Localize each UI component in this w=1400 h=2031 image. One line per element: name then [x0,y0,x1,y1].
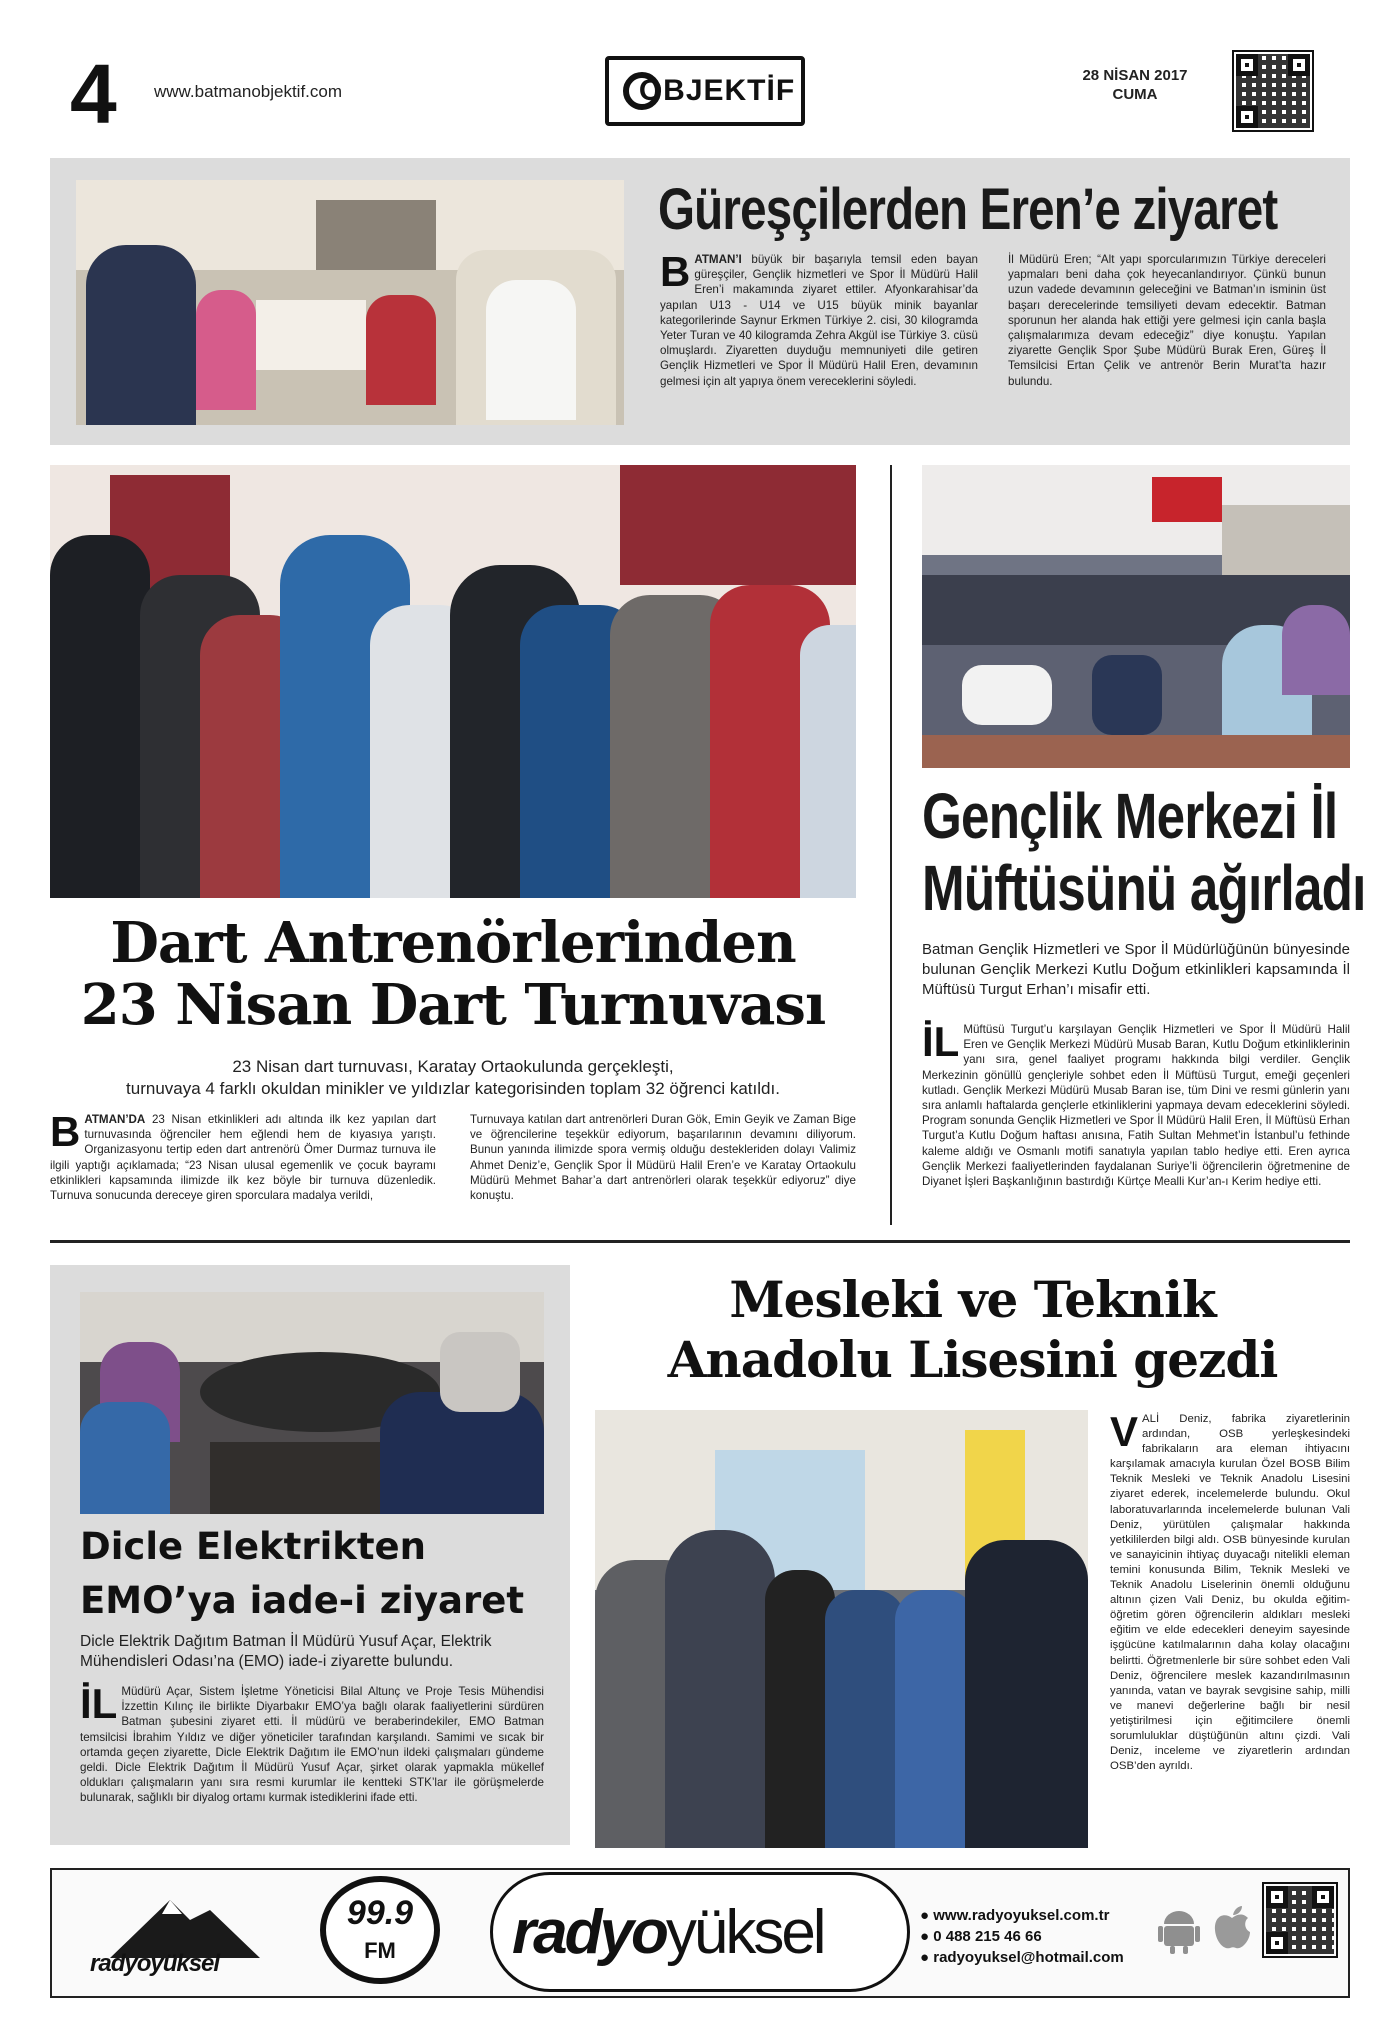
section-divider [50,1240,1350,1243]
qr-corner [1312,1886,1334,1908]
lead-caps: ATMAN’DA [84,1113,146,1126]
headline-line: EMO’ya iade-i ziyaret [80,1579,525,1622]
website-url[interactable]: www.batmanobjektif.com [154,82,343,101]
date-line: 28 NİSAN 2017 [1082,67,1188,84]
deck-line: 23 Nisan dart turnuvası, Karatay Ortaokulunda gerçekleşti, [232,1057,674,1076]
qr-corner [1236,106,1258,128]
qr-corner [1236,54,1258,76]
dropcap: İL [922,1018,960,1065]
headline-line: Anadolu Lisesini gezdi [667,1330,1278,1389]
email-address[interactable]: radyoyuksel@hotmail.com [933,1949,1124,1966]
radio-tower-icon [70,1880,270,1960]
deck-line: turnuvaya 4 farklı okuldan minikler ve yıldızlar kategorisinden toplam 32 öğrenci katıldı. [126,1079,780,1098]
headline-line: Dart Antrenörlerinden [110,910,796,976]
headline-line: Mesleki ve Teknik [729,1270,1216,1329]
headline-wrestlers: Güreşçilerden Eren’e ziyaret [658,177,1278,242]
lead-caps: ATMAN’I [694,253,742,266]
qr-code-icon[interactable] [1262,1882,1338,1958]
qr-corner [1288,54,1310,76]
photo-wrestlers-visit [76,180,624,425]
deck-youth-center: Batman Gençlik Hizmetleri ve Spor İl Müdürlüğünün bünyesinde bulunan Gençlik Merkezi Kutlu Doğum etkinlikleri kapsamında İl Müftüsü Turgut Erhan’ı misafir etti. [922,941,1350,998]
article1-column1 [660,248,978,389]
headline-youth-center [922,780,1366,924]
issue-date [1060,66,1210,104]
article-text: Müftüsü Turgut’u karşılayan Gençlik Hizmetleri ve Spor İl Müdürü Halil Eren ve Gençlik Merkezi Müdürü Musab Baran, Kutlu Doğum etkinliklerinin yanı sıra, genel faaliyet programı hakkında bilgi verdiler. Gençlik Merkezinin gönüllü gençleriyle sohbet eden İl Müftüsü Turgut, emeği geçenleri kutladı. Gençlik Merkezi Müdürü Musab Baran ise, tüm Dini ve resmi günlerin yanı sıra anlamlı haftalarda gençlerle etkinliklerini yapmaya devam edeceklerini söyledi. Program sonunda Gençlik Hizmetleri ve Spor İl Müdürü Halil Eren, İl Müftüsü Erhan Turgut’a Kutlu Doğum haftası anısına, Fatih Sultan Mehmet’in İstanbul’u fethinde kaleme aldığı ve Osmanlı motifi sanatıyla yapılan tablo hediye etti. Eren ayrıca Gençlik Merkezi faaliyetlerinden faydalanan Suriye’li öğrencilerin öğretmenine de Diyanet İşleri Başkanlığının bastırdığı Kürtçe Mealli Kur’an-ı Kerim hediye etti. [922,1023,1350,1189]
apple-icon[interactable] [1212,1904,1252,1952]
photo-emo-meeting [80,1292,544,1514]
newspaper-logo [605,56,805,126]
deck-dart [50,1056,856,1100]
article1-column2: İl Müdürü Eren; “Alt yapı sporcularımızın Türkiye dereceleri yapmaları beni daha çok heyecanlandırıyor. Çünkü bunun uzun vadede devamının geleceğini ve Batman’ın isminin üst başarı derecelerinde temsiliyeti devam edecektir. Batman sporunun her alanda hak ettiği yere gelmesi için canla başla çalışmalarımıza devam edeceğiz” diye konuştu. Yapılan ziyarette Gençlik Spor Şube Müdürü Burak Eren, Güreş İl Temsilcisi Ertan Çelik ve antrenör Berin Murat’ta hazır bulundu. [1008,253,1326,388]
logo-ring-icon [623,72,661,110]
deck-dicle: Dicle Elektrik Dağıtım Batman İl Müdürü Yusuf Açar, Elektrik Mühendisleri Odası’na (EMO) iade-i ziyarette bulundu. [80,1633,492,1670]
article3-body [922,1018,1350,1189]
frequency-band: FM [364,1938,396,1963]
weekday-line: CUMA [1112,86,1158,103]
photo-dart-team [50,465,856,898]
contact-email[interactable]: ● radyoyuksel@hotmail.com [920,1949,1124,1966]
headline-dart [50,912,856,1036]
article2-column1 [50,1108,436,1203]
article-text: Müdürü Açar, Sistem İşletme Yöneticisi Bilal Altunç ve Proje Tesis Mühendisi İzzettin Kılınç ile birlikte Diyarbakır EMO’ya bağlı olarak faaliyetlerini sürdüren Batman şubesini ziyaret etti. İl müdürü ve beraberindekiler, EMO Batman temsilcisi İbrahim Yıldız ve diğer yöneticiler tarafından karşılandı. Samimi ve sıcak bir ortamda geçen ziyarette, Dicle Elektrik Dağıtım ile EMO’nun ildeki çalışmaları gündeme geldi. Dicle Elektrik Dağıtım İl Müdürü Yusuf Açar, şirket olarak yapmakla mükellef oldukları çalışmaların yanı sıra resmi kurumlar ile kentteki STK’lar ile görüşmelerde bulunarak, sağlıklı bir diyalog ortamı kurmak istediklerini ifade etti. [80,1685,544,1805]
dropcap: V [1110,1408,1139,1455]
page-number: 4 [70,47,117,141]
article-text: ALİ Deniz, fabrika ziyaretlerinin ardından, OSB yerleşkesindeki fabrikaların ara eleman ihtiyacını karşılamak amacıyla kurulan Özel BOSB Bilim Teknik Mesleki ve Teknik Anadolu Lisesini ziyaret ederek, incelemelerde bulundu. Okul laboratuvarlarında incelemelerde bulunan Vali Deniz, yürütülen çalışmalar hakkında yetkililerden bilgi aldı. OSB bünyesinde kurulan ve sanayicinin ihtiyaç duyacağı nitelikli eleman temini konusunda Bilim, Teknik Mesleki ve Teknik Anadolu Liselerinin önemli olduğunu altının çizen Vali Deniz, bu okulda eğitim-öğretim gören öğrencilerin aldıkları mesleki eğitim ve elde edecekleri deneyim sayesinde işgücüne katılmalarının daha kolay olacağını belirtti. Öğretmenlerle bir süre sohbet eden Vali Deniz, öğrencilere meslek kazandırılmasının yanında, vatan ve bayrak sevgisine sahip, milli ve manevi değerlerine bağlı bir nesil yetiştirilmesi için eğitimcilere önemli sorumluluklar düştüğünün altını çizdi. Vali Deniz, inceleme ve ziyaretlerin ardından OSB’den ayrıldı. [1110,1413,1350,1773]
headline-line: Dicle Elektrikten [80,1525,426,1568]
headline-line: Müftüsünü ağırladı [922,852,1366,924]
contact-info [920,1905,1124,1968]
contact-phone[interactable]: ● 0 488 215 46 66 [920,1928,1042,1945]
web-address[interactable]: www.radyoyuksel.com.tr [933,1907,1110,1924]
phone-number[interactable]: 0 488 215 46 66 [933,1928,1042,1945]
article5-body [1110,1408,1350,1774]
brand-light-part: yüksel [665,1898,824,1967]
dropcap: İL [80,1680,118,1727]
brand-large [512,1898,824,1968]
headline-line: 23 Nisan Dart Turnuvası [80,972,826,1038]
photo-youth-center-mufti [922,465,1350,768]
headline-line: Gençlik Merkezi İl [922,780,1338,852]
article2-column2: Turnuvaya katılan dart antrenörleri Duran Gök, Emin Geyik ve Zaman Bige ve öğrencilerine teşekkür ediyorum, başarılarının devamını diliyorum. Bunun yanında ilimizde spora vermiş olduğu destekleriden dolayı Valimiz Ahmet Deniz’e, Gençlik Spor İl Müdürü Halil Eren’e ve Karatay Ortaokulu Müdürü Mehmet Bahar’a dart antrenörleri olarak teşekkür ediyoruz” diye konuştu. [470,1113,856,1203]
brand-small: radyoyüksel [90,1950,220,1977]
headline-dicle [80,1520,524,1628]
dropcap: B [660,248,691,295]
frequency-number: 99.9 [346,1894,414,1932]
qr-code-icon[interactable] [1232,50,1314,132]
headline-vocational-school [595,1270,1350,1390]
qr-corner [1266,1886,1288,1908]
article4-body [80,1680,544,1806]
android-icon[interactable] [1158,1906,1200,1954]
contact-web[interactable]: ● www.radyoyuksel.com.tr [920,1907,1110,1924]
brand-bold-part: radyo [512,1898,666,1967]
article-text: büyük bir başarıyla temsil eden bayan güreşçiler, Gençlik hizmetleri ve Spor İl Müdürü Halil Eren’i makamında ziyaret ettiler. Afyonkarahisar’da yapılan U13 - U14 ve U15 büyük minik bayanlar kategorilerinde Saynur Erkmen Türkiye 2. cisi, 30 kilogramda Yeter Turan ve 40 kilogramda Zehra Akgül ise Türkiye 3. cüsü olmuşlardı. Ziyaretten duyduğu memnuniyeti dile getiren Gençlik Hizmetleri ve Spor İl Müdürü Halil Eren, devamının gelmesi için alt yapıya önem vereceklerini söyledi. [660,253,978,388]
photo-vocational-school-visit [595,1410,1088,1848]
qr-corner [1266,1932,1288,1954]
logo-text: OBJEKTİF [638,74,796,107]
dropcap: B [50,1108,81,1155]
column-divider [890,465,892,1225]
article-text: 23 Nisan etkinlikleri adı altında ilk kez yapılan dart turnuvasında öğrenciler hem eğlendi hem de kıyasıya yarıştı. Organizasyonu tertip eden dart antrenörü Ömer Durmaz turnuva ile ilgili yaptığı açıklamada; “23 Nisan ulusal egemenlik ve çocuk bayramı etkinlikleri kapsamında ilimizde ilk kez böyle bir turnuva düzenledik. Turnuva sonucunda dereceye giren sporculara madalya verildi, [50,1113,436,1203]
